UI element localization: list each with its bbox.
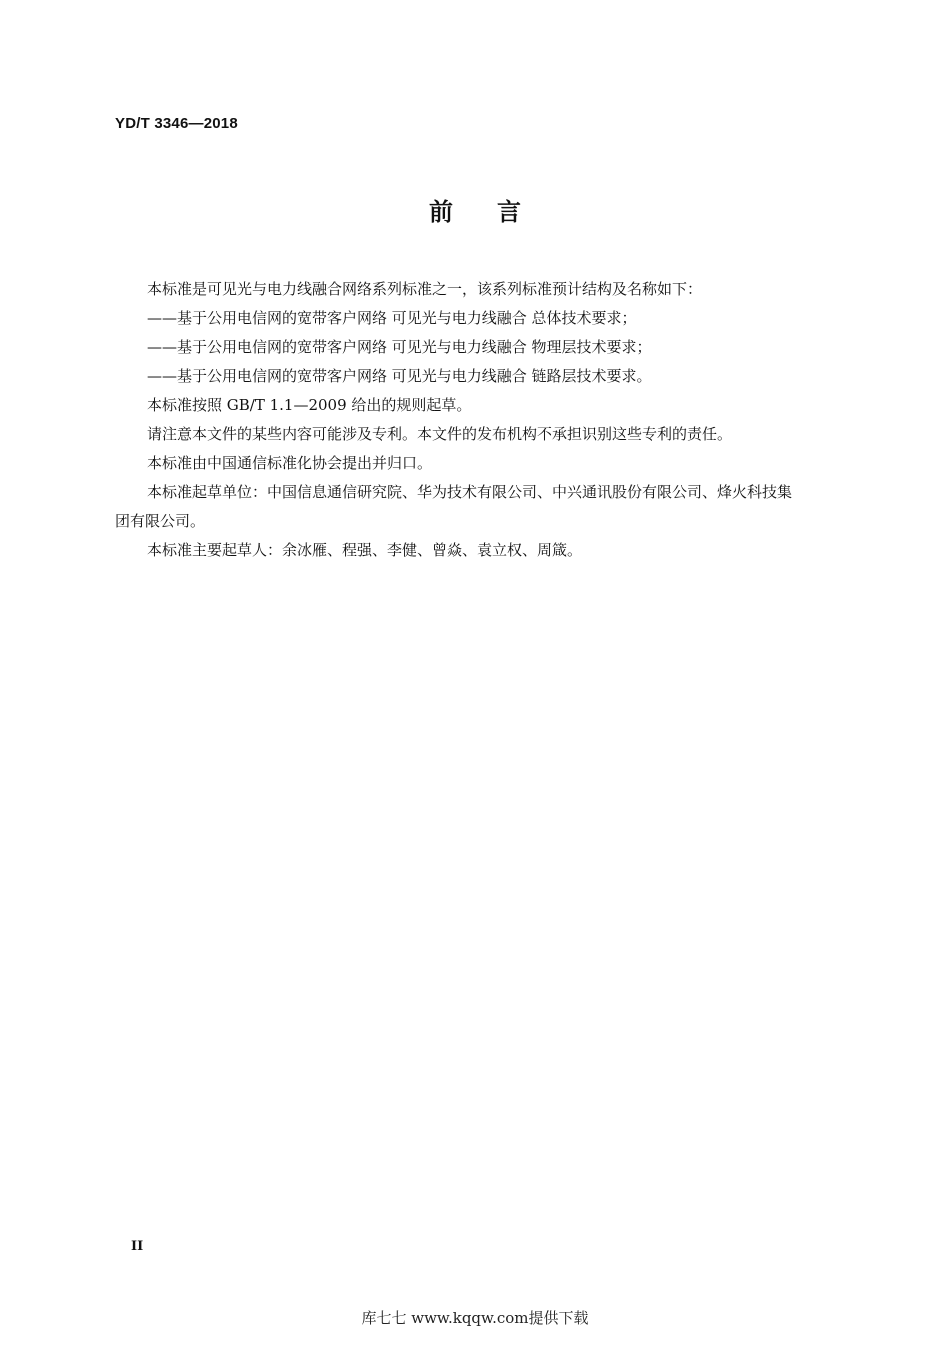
document-code: YD/T 3346—2018: [115, 115, 238, 132]
paragraph-proposer: 本标准由中国通信标准化协会提出并归口。: [147, 454, 433, 472]
footer-watermark: 库七七 www.kqqw.com提供下载: [361, 1309, 589, 1327]
paragraph-intro: 本标准是可见光与电力线融合网络系列标准之一，该系列标准预计结构及名称如下：: [147, 280, 703, 298]
paragraph-drafting-rules: 本标准按照 GB/T 1.1—2009 给出的规则起草。: [147, 396, 472, 414]
paragraph-patent-notice: 请注意本文件的某些内容可能涉及专利。本文件的发布机构不承担识别这些专利的责任。: [147, 425, 733, 443]
paragraph-drafters: 本标准主要起草人：余冰雁、程强、李健、曾焱、袁立权、周箴。: [147, 541, 583, 559]
list-item-link-layer: ——基于公用电信网的宽带客户网络 可见光与电力线融合 链路层技术要求。: [147, 367, 652, 385]
page-number: II: [131, 1239, 144, 1254]
paragraph-drafting-units: 本标准起草单位：中国信息通信研究院、华为技术有限公司、中兴通讯股份有限公司、烽火科技集: [147, 483, 793, 501]
foreword-body: [115, 275, 863, 565]
list-item-physical-layer: ——基于公用电信网的宽带客户网络 可见光与电力线融合 物理层技术要求；: [147, 338, 652, 356]
paragraph-drafting-units-cont: 团有限公司。: [115, 512, 206, 530]
page-title: 前言: [429, 198, 565, 226]
list-item-general-requirements: ——基于公用电信网的宽带客户网络 可见光与电力线融合 总体技术要求；: [147, 309, 637, 327]
